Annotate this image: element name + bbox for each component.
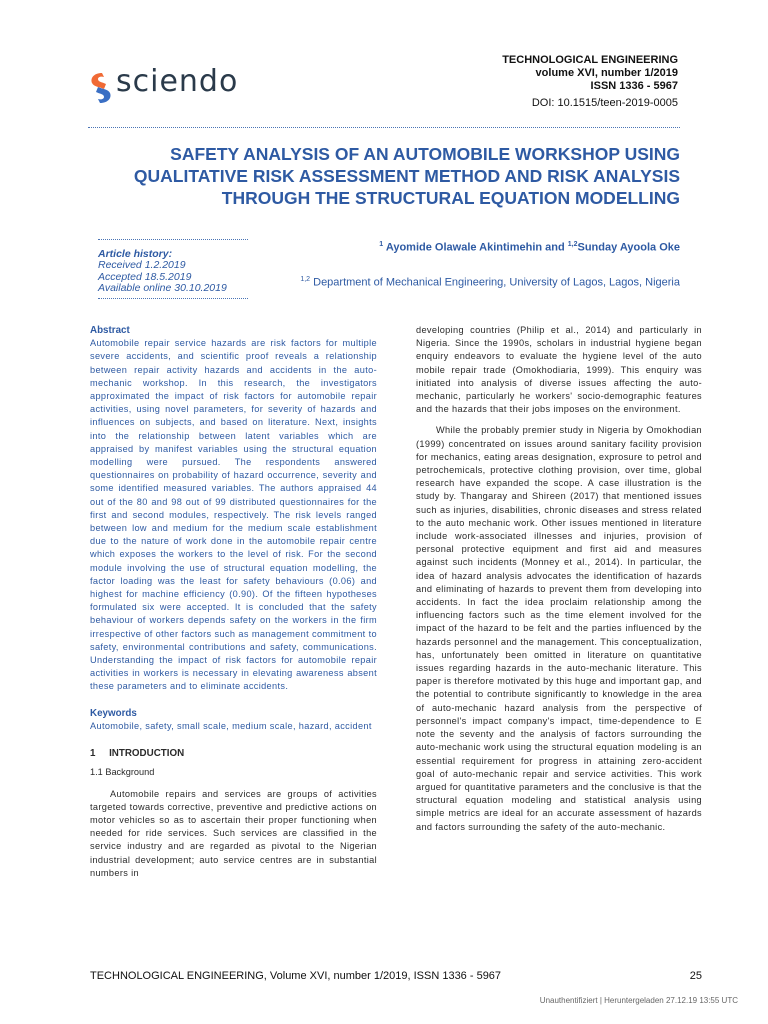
history-accepted: Accepted 18.5.2019: [98, 270, 192, 283]
section-title: INTRODUCTION: [109, 748, 185, 760]
abstract-text: Automobile repair service hazards are risk factors for multiple severe accidents, and scientific proof reveals a relationship between repair activity hazards and accidents in the auto-mechanic workshop. In this research, the investigators approximated the impact of risk factors for automobile repair activities, using novel parameters, for severity of hazards and influences on subjects, and based on literature. Next, insights into the relationship between latent variables which are appraised by manifest variables using the structural equation modelling were pursued. The respondents answered questionnaires on probability of hazard occurrence, severity and some identified measured variables. The authors appraised 44 out of the 80 and 98 out of 99 distributed questionnaires for the first and second modules, respectively. The risk levels ranged between low and medium for the medium scale establishment due to the nature of work done in the automobile repair centre which exposes the workers to the level of risk. For the second module involving the use of structural equation modelling, the factor loading was the least for safety behaviours (0.06) and highest for machine efficiency (0.90). Of the fifteen hypotheses formulated six were accepted. It is concluded that the safety behaviour of workers depends safety on the workers in the firm irrespective of other factors such as management commitment to safety, environmental contributions and safety, communications. Understanding the impact of risk factors for automobile repair activities in workers is necessary in elevating awareness absent these parameters and to eliminate accidents.: [90, 338, 377, 692]
right-column: [416, 324, 702, 834]
history-divider-bottom: [98, 298, 248, 299]
keywords-heading: Keywords: [90, 707, 137, 719]
author1: Ayomide Olawale Akintimehin and: [385, 241, 565, 254]
author1-sup: 1: [379, 241, 384, 248]
author2-sup: 1,2: [567, 241, 578, 248]
intro-paragraph-3: While the probably premier study in Nigeria by Omokhodian (1999) concentrated on issues around sanitary facility provision for mechanics, eating areas designation, exprosure to petrol and petrochemicals, protective clothing provision, over time, global research have expanded the scope. A case illustration is the study by. Thangaray and Shireen (2017) that mentioned issues such as injuries, disabilities, chronic diseases and stress related to the auto mechanic work. Other issues mentioned in literature include work-associated illnesses and injuries, provision of personal protective equipment and first aid and measures against such incidents (Monney et al., 2014). In particular, the idea of hazard analysis advocates the identification of hazards and eliminating of hazards to prevent them from developing into accidents. In fact the idea proclaim relationship among the influencing factors such as the time element involved for the impact of the hazard to be felt and the parties influenced by the hazards personnel and the management. This conceptualization, has, unfortunately been omitted in literature on quantitative issues regarding hazards in the auto-mechanic literature. This paper is therefore motivated by this huge and important gap, and the potential to contribute significantly to knowledge in the area of auto-mechanic hazard analysis from the perspective of personnel's impact company's impact, time-dependence to E note the seventy and the analysis of factors surrounding the auto-mechanic work using the structural equation modeling is an essential requirement for progress in attaining zero-accident goal of auto-mechanic repair and service activities. This work argued for quantitative parameters and the conclusive is that the structural equation modeling and statistical analysis using simple metrics are ideal for an accurate assessment of hazards and factors surrounding the safety of the auto-mechanic.: [416, 425, 702, 832]
download-stamp: Unauthentifiziert | Heruntergeladen 27.12.19 13:55 UTC: [539, 996, 738, 1005]
author2: Sunday Ayoola Oke: [577, 241, 680, 254]
journal-issn: ISSN 1336 - 5967: [590, 80, 678, 92]
history-received: Received 1.2.2019: [98, 259, 186, 271]
affil-text: Department of Mechanical Engineering, University of Lagos, Lagos, Nigeria: [313, 276, 680, 289]
journal-volume: volume XVI, number 1/2019: [535, 67, 678, 79]
article-history: [98, 239, 248, 299]
affiliation: [300, 276, 680, 289]
section-number: 1: [90, 748, 96, 760]
history-online: Available online 30.10.2019: [98, 282, 227, 294]
left-column: [90, 324, 377, 880]
journal-info: [502, 54, 678, 93]
intro-paragraph-2: developing countries (Philip et al., 2014) and particularly in Nigeria. Since the 1990s, scholars in industrial hygiene began enquiry endeavors to evaluate the hygiene level of the auto mobile repair trade (Omokhodiaria, 1999). This enquiry was initiated into analysis of diverse issues affecting the auto-mechanic, particularly he workers' socio-demographic features and the hazards that their jobs imposes on the environment.: [416, 325, 702, 415]
section-heading: [90, 747, 377, 760]
authors: [379, 241, 680, 254]
subsection-heading: 1.1 Background: [90, 767, 155, 778]
article-title: SAFETY ANALYSIS OF AN AUTOMOBILE WORKSHOP USING QUALITATIVE RISK ASSESSMENT METHOD AND RISK ANALYSIS THROUGH THE STRUCTURAL EQUATION MODELLING: [133, 144, 680, 208]
header-divider: [88, 127, 680, 128]
doi[interactable]: DOI: 10.1515/teen-2019-0005: [531, 97, 678, 109]
brand-name: sciendo: [116, 64, 239, 99]
page-number: 25: [689, 970, 702, 982]
history-label: Article history:: [98, 248, 173, 260]
footer-text: TECHNOLOGICAL ENGINEERING, Volume XVI, number 1/2019, ISSN 1336 - 5967: [90, 970, 502, 982]
abstract-heading: Abstract: [90, 325, 130, 336]
affil-sup: 1,2: [300, 276, 311, 283]
history-divider: [98, 239, 248, 240]
intro-paragraph-1: Automobile repairs and services are groups of activities targeted towards corrective, preventive and predictive actions on motor vehicles so as to ascertain their proper functioning when needed for ride services. Such services are classified in the service industry and are regarded as pivotal to the Nigerian industrial development; auto service centres are in substantial numbers in: [90, 788, 377, 878]
keywords-text: Automobile, safety, small scale, medium scale, hazard, accident: [90, 720, 372, 731]
journal-name: TECHNOLOGICAL ENGINEERING: [502, 54, 678, 66]
